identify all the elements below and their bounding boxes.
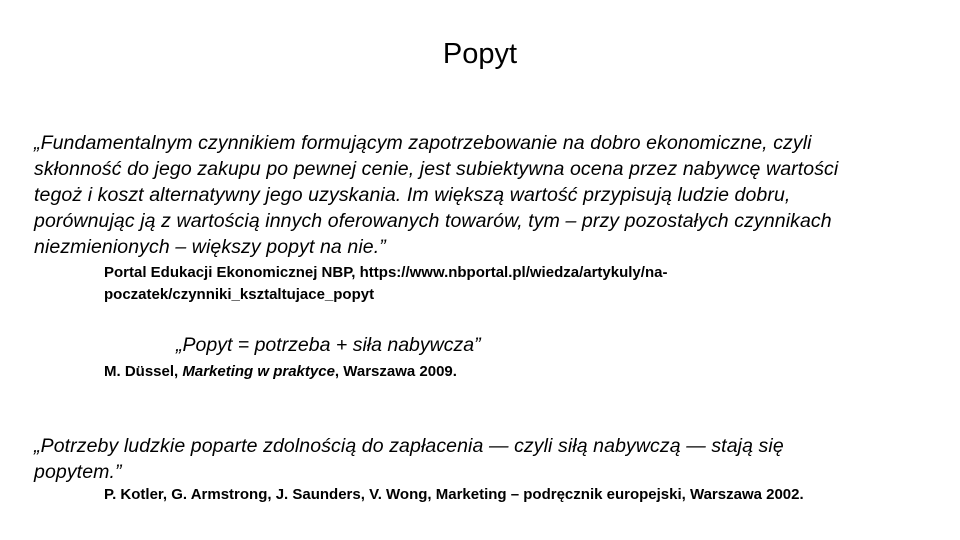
source-kotler: P. Kotler, G. Armstrong, J. Saunders, V. Wong, Marketing – podręcznik europejski, Warszawa 2002.: [104, 486, 804, 503]
quote-fundamental: [34, 130, 934, 260]
quote-line: „Fundamentalnym czynnikiem formującym zapotrzebowanie na dobro ekonomiczne, czyli: [34, 132, 812, 154]
quote-kotler: [34, 433, 934, 485]
quote-line: skłonność do jego zakupu po pewnej cenie, jest subiektywna ocena przez nabywcę wartości: [34, 158, 839, 180]
quote-formula: „Popyt = potrzeba + siła nabywcza”: [176, 334, 481, 356]
quote-line: „Potrzeby ludzkie poparte zdolnością do zapłacenia — czyli siłą nabywczą — stają się: [34, 435, 784, 457]
quote-line: tegoż i koszt alternatywny jego uzyskania. Im większą wartość przypisują ludzie dobru,: [34, 184, 791, 206]
quote-line: popytem.”: [34, 461, 122, 483]
source-line: Portal Edukacji Ekonomicznej NBP, https://www.nbportal.pl/wiedza/artykuly/na-: [104, 264, 668, 281]
source-line: poczatek/czynniki_ksztaltujace_popyt: [104, 286, 375, 303]
source-book-title: Marketing w praktyce: [182, 363, 335, 380]
source-author: M. Düssel,: [104, 363, 183, 380]
quote-line: porównując ją z wartością innych oferowanych towarów, tym – przy pozostałych czynnikach: [34, 210, 832, 232]
source-nbp: [104, 262, 667, 306]
source-rest: , Warszawa 2009.: [334, 363, 457, 380]
source-dussel: [104, 361, 457, 383]
page-title: Popyt: [442, 38, 518, 70]
quote-line: niezmienionych – większy popyt na nie.”: [34, 236, 386, 258]
